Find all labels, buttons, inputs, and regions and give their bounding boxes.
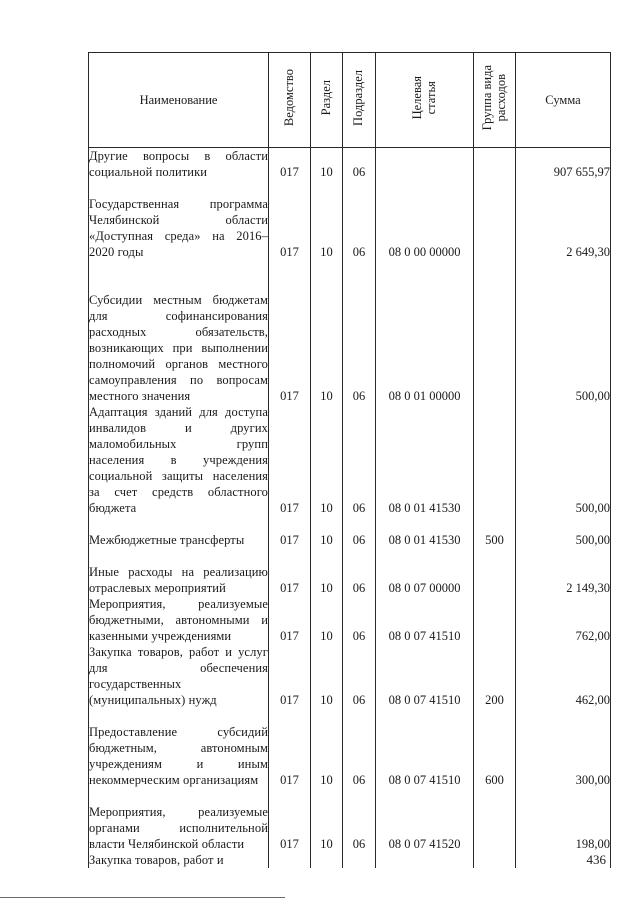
table-row [89,148,611,181]
row-target-article: 08 0 07 41520 [376,788,474,852]
row-subsection [343,852,376,868]
row-expense-group [474,180,516,260]
row-section [311,852,343,868]
row-name: Предоставление субсидий бюджетным, автономным учреждениям и иным некоммерческим организациям [89,708,269,788]
row-section: 10 [311,260,343,404]
footer-rule [0,897,285,898]
row-expense-group [474,596,516,644]
row-subsection: 06 [343,516,376,548]
row-target-article [376,852,474,868]
row-subsection: 06 [343,404,376,516]
header-amount: Сумма [516,53,611,148]
row-target-article [376,148,474,181]
row-name: Мероприятия, реализуемые органами исполнительной власти Челябинской области [89,788,269,852]
row-name: Закупка товаров, работ и услуг для обеспечения государственных (муниципальных) нужд [89,645,268,707]
row-department: 017 [269,548,311,596]
row-department: 017 [269,180,311,260]
table-row [89,516,611,548]
table-row [89,788,611,852]
row-subsection: 06 [343,180,376,260]
row-amount: 500,00 [516,404,611,516]
table-body [89,148,611,869]
row-department: 017 [269,644,311,708]
row-subsection: 06 [343,548,376,596]
budget-table [88,52,611,868]
row-target-article: 08 0 01 00000 [376,260,474,404]
row-expense-group [474,260,516,404]
row-section: 10 [311,708,343,788]
row-department: 017 [269,404,311,516]
header-section: Раздел [311,53,343,148]
row-target-article: 08 0 07 41510 [376,708,474,788]
row-name: Субсидии местным бюджетам для софинансирования расходных обязательств, возникающих при выполнении полномочий органов местного самоуправления по вопросам местного значения [89,260,269,404]
row-section: 10 [311,148,343,181]
row-department: 017 [269,260,311,404]
row-section: 10 [311,180,343,260]
header-expense-group: Группа вида расходов [474,53,516,148]
row-expense-group [474,148,516,181]
row-subsection: 06 [343,788,376,852]
row-expense-group [474,548,516,596]
row-name: Иные расходы на реализацию отраслевых мероприятий [89,548,269,596]
row-section: 10 [311,788,343,852]
row-department: 017 [269,708,311,788]
row-department: 017 [269,788,311,852]
header-target-article: Целевая статья [376,53,474,148]
row-section: 10 [311,596,343,644]
table-row [89,852,611,868]
row-target-article: 08 0 01 41530 [376,516,474,548]
row-subsection: 06 [343,708,376,788]
row-amount: 762,00 [516,596,611,644]
row-expense-group [474,852,516,868]
table-row [89,644,611,708]
row-amount: 198,00 [516,788,611,852]
row-amount: 462,00 [516,644,611,708]
row-name: Другие вопросы в области социальной политики [89,149,268,179]
row-section: 10 [311,548,343,596]
row-expense-group [474,404,516,516]
row-target-article: 08 0 07 00000 [376,548,474,596]
row-subsection: 06 [343,260,376,404]
row-department: 017 [269,148,311,181]
row-expense-group: 600 [474,708,516,788]
row-target-article: 08 0 07 41510 [376,644,474,708]
table-row [89,708,611,788]
row-department: 017 [269,596,311,644]
table-header-row [89,53,611,148]
row-name: Межбюджетные трансферты [89,516,269,548]
row-subsection: 06 [343,596,376,644]
row-section: 10 [311,404,343,516]
row-amount: 2 149,30 [516,548,611,596]
row-amount: 2 649,30 [516,180,611,260]
table-row [89,404,611,516]
table-row [89,180,611,260]
header-name: Наименование [89,53,269,148]
row-expense-group: 500 [474,516,516,548]
table-row [89,548,611,596]
page-number: 436 [586,852,606,867]
row-amount: 300,00 [516,708,611,788]
row-target-article: 08 0 01 41530 [376,404,474,516]
header-subsection: Подраздел [343,53,376,148]
row-name: Закупка товаров, работ и [89,852,269,868]
row-subsection: 06 [343,644,376,708]
table-row [89,596,611,644]
row-name: Мероприятия, реализуемые бюджетными, автономными и казенными учреждениями [89,597,268,643]
row-name: Государственная программа Челябинской области «Доступная среда» на 2016–2020 годы [89,180,269,260]
row-amount: 500,00 [516,260,611,404]
row-amount: 907 655,97 [516,148,611,181]
row-name: Адаптация зданий для доступа инвалидов и других маломобильных групп населения в учреждения социальной защиты населения за счет средств областного бюджета [89,405,268,515]
row-section: 10 [311,644,343,708]
header-department: Ведомство [269,53,311,148]
row-target-article: 08 0 07 41510 [376,596,474,644]
row-department [269,852,311,868]
row-target-article: 08 0 00 00000 [376,180,474,260]
row-amount: 500,00 [516,516,611,548]
row-department: 017 [269,516,311,548]
row-expense-group [474,788,516,852]
row-subsection: 06 [343,148,376,181]
table-row [89,260,611,404]
row-section: 10 [311,516,343,548]
row-expense-group: 200 [474,644,516,708]
